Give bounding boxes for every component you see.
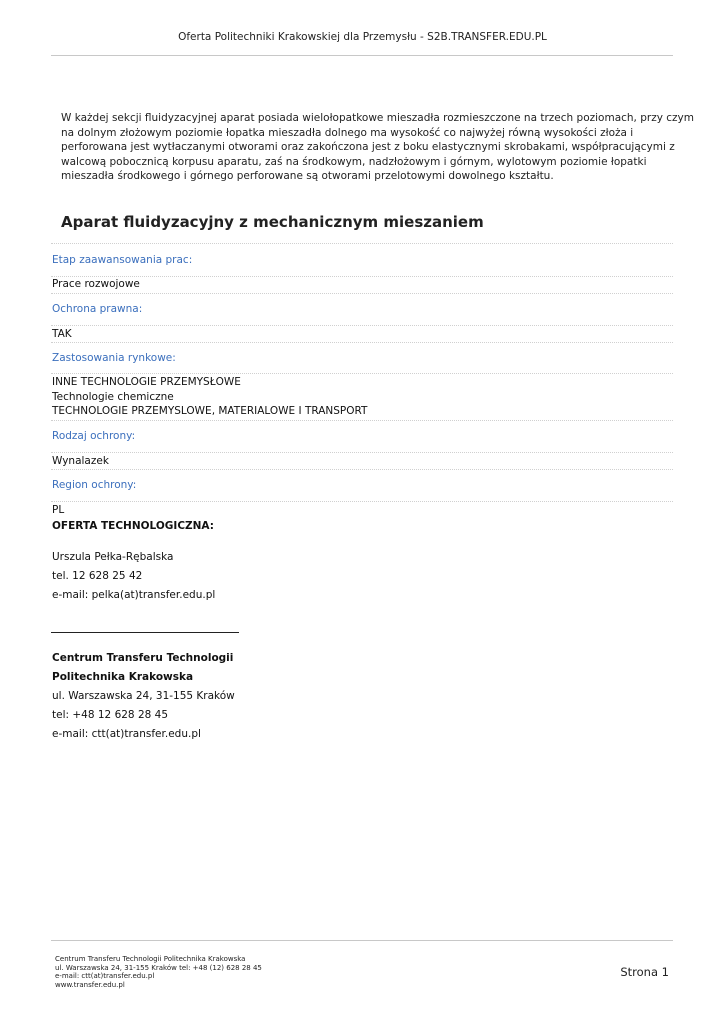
intro-line: walcową pobocznicą korpusu aparatu, zaś na środkowym, nadzłożowym i górnym, wylotowym poziomie łopatki [61, 155, 647, 168]
protection-value: TAK [52, 328, 72, 340]
footer-info [55, 955, 262, 989]
footer-line: ul. Warszawska 24, 31-155 Kraków tel: +48 (12) 628 28 45 [55, 963, 262, 972]
region-label: Region ochrony: [52, 479, 137, 491]
signature-divider [51, 632, 239, 633]
footer-line: Centrum Transferu Technologii Politechnika Krakowska [55, 955, 246, 963]
protection-label: Ochrona prawna: [52, 303, 143, 315]
row-divider [51, 420, 673, 421]
market-value-item: Technologie chemiczne [52, 390, 174, 403]
header-divider [51, 55, 673, 56]
intro-line: W każdej sekcji fluidyzacyjnej aparat posiada wielołopatkowe mieszadła rozmieszczone na trzech poziomach, przy czym [61, 112, 695, 124]
market-value-item: INNE TECHNOLOGIE PRZEMYSŁOWE [52, 376, 241, 388]
row-divider [51, 501, 673, 502]
market-value-item: TECHNOLOGIE PRZEMYSLOWE, MATERIALOWE I TRANSPORT [52, 405, 368, 418]
intro-line: na dolnym złożowym poziomie łopatka mieszadła dolnego ma wysokość co najwyżej równą wysokości złoża i [61, 126, 634, 139]
org-tel: tel: +48 12 628 28 45 [52, 709, 169, 721]
row-divider [51, 293, 673, 294]
intro-line: perforowana jest wytłaczanymi otworami oraz zakończona jest z boku elastycznymi skrobakami, współpracującymi z [61, 141, 675, 154]
stage-value: Prace rozwojowe [52, 278, 140, 290]
market-values [52, 375, 367, 419]
stage-label: Etap zaawansowania prac: [52, 254, 193, 266]
row-divider [51, 325, 673, 326]
footer-line: e-mail: ctt(at)transfer.edu.pl [55, 972, 155, 981]
section-title: Aparat fluidyzacyjny z mechanicznym mieszaniem [61, 213, 484, 231]
org-email: e-mail: ctt(at)transfer.edu.pl [52, 728, 201, 740]
footer-divider [51, 940, 673, 941]
kind-value: Wynalazek [52, 455, 109, 467]
row-divider [51, 469, 673, 470]
intro-paragraph [61, 111, 695, 184]
contact-tel: tel. 12 628 25 42 [52, 570, 143, 582]
row-divider [51, 342, 673, 343]
page-header-title: Oferta Politechniki Krakowskiej dla Przemysłu - S2B.TRANSFER.EDU.PL [178, 31, 547, 43]
page-number: Strona 1 [620, 965, 669, 979]
market-label: Zastosowania rynkowe: [52, 352, 176, 364]
org-address: ul. Warszawska 24, 31-155 Kraków [52, 690, 235, 702]
row-divider [51, 243, 673, 244]
row-divider [51, 276, 673, 277]
region-value: PL [52, 504, 65, 516]
org-name-2: Politechnika Krakowska [52, 671, 194, 683]
kind-label: Rodzaj ochrony: [52, 430, 136, 442]
footer-line: www.transfer.edu.pl [55, 980, 125, 989]
intro-line: mieszadła środkowego i górnego perforowane są otworami przelotowymi dowolnego kształtu. [61, 170, 554, 183]
contact-name: Urszula Pełka-Rębalska [52, 551, 174, 563]
row-divider [51, 373, 673, 374]
offer-heading: OFERTA TECHNOLOGICZNA: [52, 520, 214, 532]
org-name-1: Centrum Transferu Technologii [52, 652, 234, 664]
row-divider [51, 452, 673, 453]
contact-email: e-mail: pelka(at)transfer.edu.pl [52, 589, 216, 601]
